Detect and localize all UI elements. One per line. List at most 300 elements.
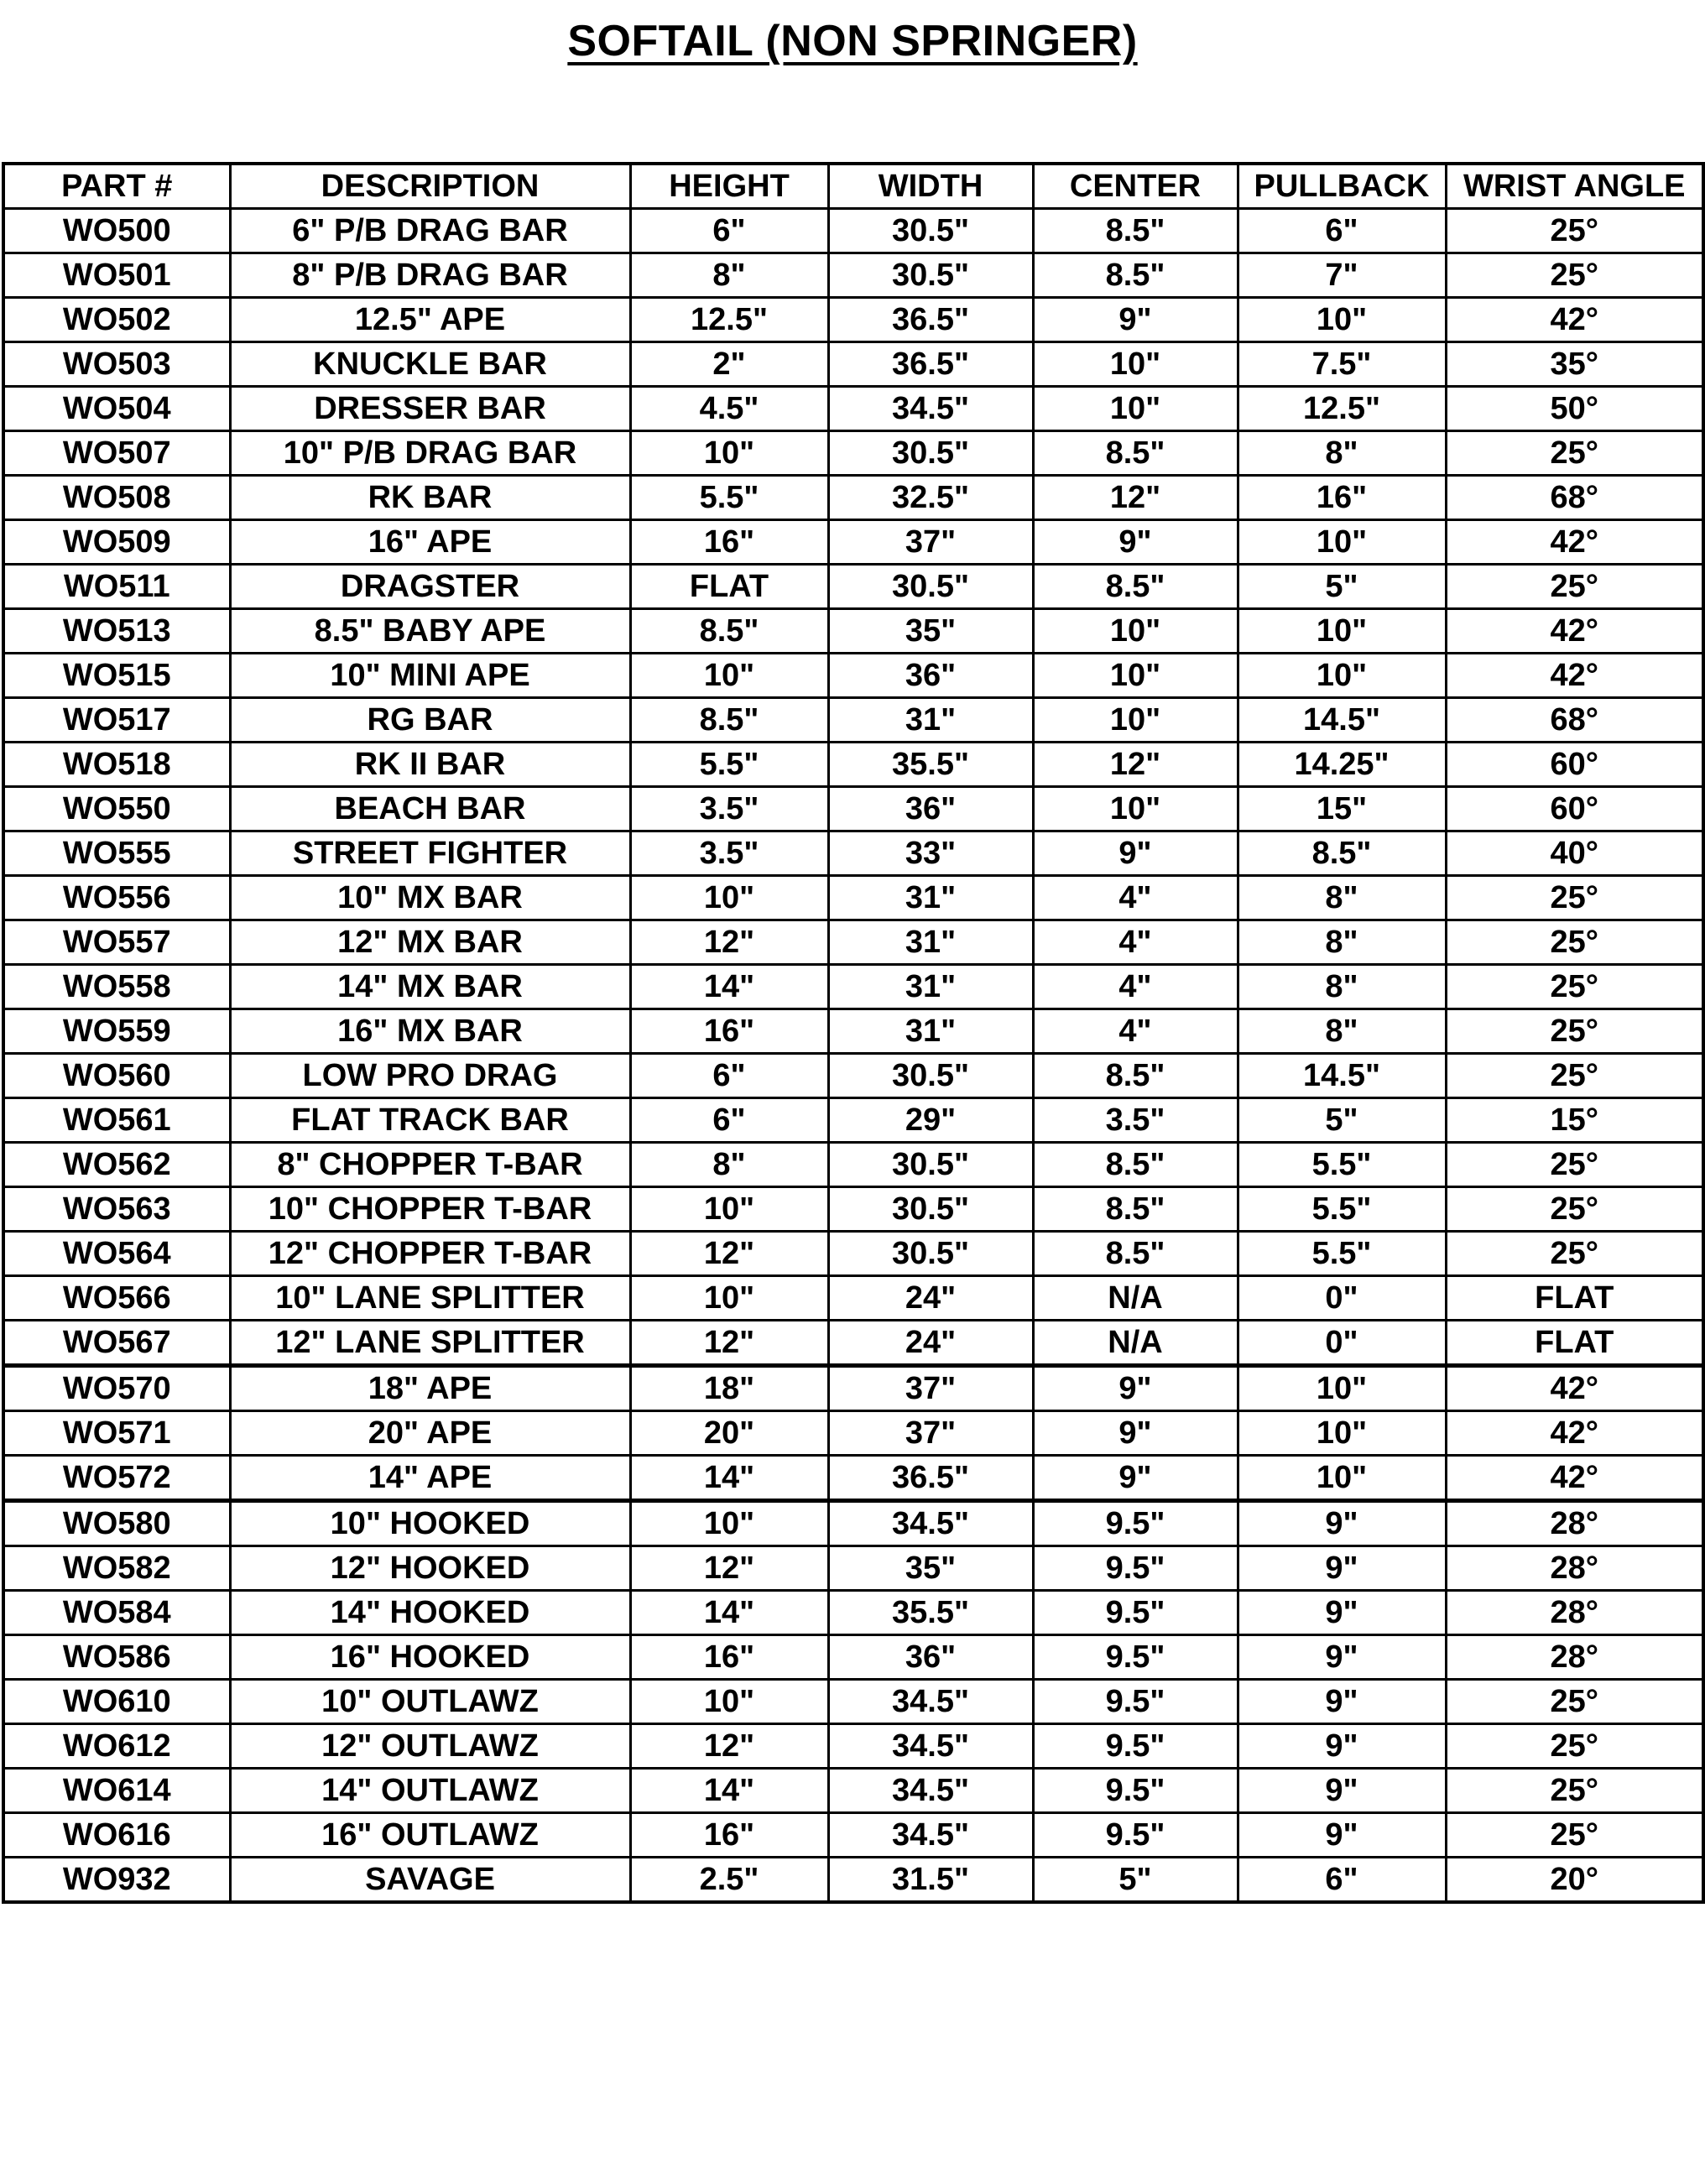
cell-description: RK II BAR	[230, 743, 630, 787]
cell-pullback: 16"	[1238, 476, 1446, 520]
cell-width: 36"	[828, 654, 1033, 698]
cell-pullback: 14.25"	[1238, 743, 1446, 787]
table-row	[3, 253, 1703, 298]
cell-width: 34.5"	[828, 1724, 1033, 1769]
table-row	[3, 298, 1703, 342]
cell-wrist-angle: 42°	[1446, 1456, 1703, 1501]
cell-part-number: WO586	[3, 1635, 230, 1680]
cell-part-number: WO564	[3, 1232, 230, 1276]
cell-center: 8.5"	[1033, 209, 1238, 253]
table-row	[3, 520, 1703, 565]
cell-pullback: 7.5"	[1238, 342, 1446, 387]
cell-part-number: WO515	[3, 654, 230, 698]
cell-height: 3.5"	[630, 787, 828, 831]
cell-description: DRAGSTER	[230, 565, 630, 609]
cell-description: LOW PRO DRAG	[230, 1054, 630, 1098]
cell-width: 35"	[828, 609, 1033, 654]
cell-width: 30.5"	[828, 565, 1033, 609]
cell-pullback: 14.5"	[1238, 1054, 1446, 1098]
table-row	[3, 1680, 1703, 1724]
cell-description: FLAT TRACK BAR	[230, 1098, 630, 1143]
cell-part-number: WO500	[3, 209, 230, 253]
cell-pullback: 9"	[1238, 1501, 1446, 1546]
cell-part-number: WO563	[3, 1187, 230, 1232]
cell-center: 9.5"	[1033, 1546, 1238, 1591]
cell-height: 14"	[630, 965, 828, 1009]
cell-wrist-angle: 42°	[1446, 1366, 1703, 1411]
cell-width: 35"	[828, 1546, 1033, 1591]
cell-height: 12"	[630, 1321, 828, 1366]
cell-part-number: WO614	[3, 1769, 230, 1813]
cell-height: 5.5"	[630, 476, 828, 520]
cell-part-number: WO504	[3, 387, 230, 431]
cell-wrist-angle: FLAT	[1446, 1321, 1703, 1366]
cell-height: 10"	[630, 1187, 828, 1232]
cell-wrist-angle: 25°	[1446, 1187, 1703, 1232]
header-pullback: PULLBACK	[1238, 164, 1446, 209]
cell-part-number: WO561	[3, 1098, 230, 1143]
cell-width: 36"	[828, 787, 1033, 831]
cell-height: 10"	[630, 654, 828, 698]
cell-description: SAVAGE	[230, 1858, 630, 1903]
cell-height: 4.5"	[630, 387, 828, 431]
cell-wrist-angle: 40°	[1446, 831, 1703, 876]
cell-part-number: WO511	[3, 565, 230, 609]
cell-center: 10"	[1033, 698, 1238, 743]
table-row	[3, 787, 1703, 831]
cell-center: 9.5"	[1033, 1635, 1238, 1680]
cell-part-number: WO567	[3, 1321, 230, 1366]
header-width: WIDTH	[828, 164, 1033, 209]
cell-pullback: 6"	[1238, 1858, 1446, 1903]
cell-pullback: 9"	[1238, 1813, 1446, 1858]
cell-part-number: WO508	[3, 476, 230, 520]
table-row	[3, 209, 1703, 253]
cell-height: 12.5"	[630, 298, 828, 342]
cell-description: 12" CHOPPER T-BAR	[230, 1232, 630, 1276]
cell-wrist-angle: 25°	[1446, 965, 1703, 1009]
cell-description: STREET FIGHTER	[230, 831, 630, 876]
cell-width: 37"	[828, 1366, 1033, 1411]
cell-description: 16" HOOKED	[230, 1635, 630, 1680]
table-row	[3, 1009, 1703, 1054]
table-row	[3, 1501, 1703, 1546]
table-row	[3, 743, 1703, 787]
cell-part-number: WO509	[3, 520, 230, 565]
cell-center: 9"	[1033, 1456, 1238, 1501]
cell-center: 12"	[1033, 743, 1238, 787]
cell-width: 30.5"	[828, 1232, 1033, 1276]
cell-center: 4"	[1033, 965, 1238, 1009]
cell-part-number: WO513	[3, 609, 230, 654]
cell-part-number: WO571	[3, 1411, 230, 1456]
cell-pullback: 10"	[1238, 654, 1446, 698]
cell-part-number: WO566	[3, 1276, 230, 1321]
cell-description: 14" HOOKED	[230, 1591, 630, 1635]
header-part-number: PART #	[3, 164, 230, 209]
cell-wrist-angle: 25°	[1446, 1680, 1703, 1724]
cell-width: 31"	[828, 876, 1033, 920]
cell-width: 24"	[828, 1276, 1033, 1321]
table-row	[3, 1366, 1703, 1411]
cell-pullback: 14.5"	[1238, 698, 1446, 743]
cell-part-number: WO560	[3, 1054, 230, 1098]
cell-description: 10" MX BAR	[230, 876, 630, 920]
cell-wrist-angle: 28°	[1446, 1501, 1703, 1546]
cell-description: 14" APE	[230, 1456, 630, 1501]
cell-pullback: 8"	[1238, 1009, 1446, 1054]
cell-center: 9.5"	[1033, 1591, 1238, 1635]
table-row	[3, 1546, 1703, 1591]
cell-height: 10"	[630, 431, 828, 476]
table-row	[3, 965, 1703, 1009]
table-row	[3, 1276, 1703, 1321]
cell-width: 36.5"	[828, 298, 1033, 342]
cell-width: 37"	[828, 1411, 1033, 1456]
cell-width: 30.5"	[828, 1143, 1033, 1187]
cell-width: 31"	[828, 1009, 1033, 1054]
cell-part-number: WO518	[3, 743, 230, 787]
cell-wrist-angle: 25°	[1446, 253, 1703, 298]
cell-width: 37"	[828, 520, 1033, 565]
cell-description: 10" P/B DRAG BAR	[230, 431, 630, 476]
cell-center: N/A	[1033, 1276, 1238, 1321]
cell-pullback: 9"	[1238, 1591, 1446, 1635]
table-row	[3, 1054, 1703, 1098]
cell-description: DRESSER BAR	[230, 387, 630, 431]
cell-height: 10"	[630, 1276, 828, 1321]
cell-height: 8.5"	[630, 698, 828, 743]
cell-wrist-angle: 25°	[1446, 565, 1703, 609]
cell-height: 8.5"	[630, 609, 828, 654]
cell-height: 8"	[630, 253, 828, 298]
page-title-text: SOFTAIL (NON SPRINGER)	[567, 17, 1138, 65]
cell-height: 14"	[630, 1456, 828, 1501]
cell-wrist-angle: 42°	[1446, 609, 1703, 654]
cell-height: 20"	[630, 1411, 828, 1456]
cell-pullback: 8"	[1238, 965, 1446, 1009]
cell-wrist-angle: 25°	[1446, 1143, 1703, 1187]
cell-height: 16"	[630, 520, 828, 565]
table-body	[3, 209, 1703, 1903]
cell-pullback: 10"	[1238, 609, 1446, 654]
header-wrist-angle: WRIST ANGLE	[1446, 164, 1703, 209]
cell-wrist-angle: 20°	[1446, 1858, 1703, 1903]
cell-height: 2.5"	[630, 1858, 828, 1903]
cell-center: 8.5"	[1033, 1054, 1238, 1098]
cell-width: 34.5"	[828, 1769, 1033, 1813]
cell-wrist-angle: 35°	[1446, 342, 1703, 387]
cell-pullback: 0"	[1238, 1276, 1446, 1321]
table-row	[3, 1769, 1703, 1813]
cell-part-number: WO558	[3, 965, 230, 1009]
cell-wrist-angle: 60°	[1446, 743, 1703, 787]
cell-width: 36.5"	[828, 342, 1033, 387]
table-row	[3, 342, 1703, 387]
cell-pullback: 8"	[1238, 876, 1446, 920]
cell-height: 12"	[630, 1232, 828, 1276]
cell-wrist-angle: 25°	[1446, 1813, 1703, 1858]
cell-height: 3.5"	[630, 831, 828, 876]
cell-center: 9"	[1033, 298, 1238, 342]
table-row	[3, 476, 1703, 520]
cell-center: 12"	[1033, 476, 1238, 520]
cell-description: 12.5" APE	[230, 298, 630, 342]
table-row	[3, 654, 1703, 698]
table-row	[3, 1098, 1703, 1143]
cell-wrist-angle: 42°	[1446, 654, 1703, 698]
cell-center: 9.5"	[1033, 1813, 1238, 1858]
header-description: DESCRIPTION	[230, 164, 630, 209]
cell-height: 16"	[630, 1635, 828, 1680]
cell-center: 10"	[1033, 609, 1238, 654]
cell-pullback: 5"	[1238, 1098, 1446, 1143]
cell-height: 16"	[630, 1813, 828, 1858]
cell-height: FLAT	[630, 565, 828, 609]
cell-part-number: WO616	[3, 1813, 230, 1858]
cell-description: 8.5" BABY APE	[230, 609, 630, 654]
cell-wrist-angle: 42°	[1446, 520, 1703, 565]
cell-center: 8.5"	[1033, 431, 1238, 476]
cell-width: 36"	[828, 1635, 1033, 1680]
cell-height: 10"	[630, 1680, 828, 1724]
cell-description: 10" LANE SPLITTER	[230, 1276, 630, 1321]
table-row	[3, 1187, 1703, 1232]
table-row	[3, 1456, 1703, 1501]
cell-pullback: 0"	[1238, 1321, 1446, 1366]
cell-description: 10" CHOPPER T-BAR	[230, 1187, 630, 1232]
cell-center: 4"	[1033, 1009, 1238, 1054]
cell-center: 9"	[1033, 831, 1238, 876]
table-header-row	[3, 164, 1703, 209]
cell-wrist-angle: 25°	[1446, 1054, 1703, 1098]
cell-pullback: 15"	[1238, 787, 1446, 831]
cell-pullback: 12.5"	[1238, 387, 1446, 431]
cell-description: 12" LANE SPLITTER	[230, 1321, 630, 1366]
cell-center: 9"	[1033, 520, 1238, 565]
cell-wrist-angle: 25°	[1446, 876, 1703, 920]
cell-description: 10" HOOKED	[230, 1501, 630, 1546]
cell-part-number: WO584	[3, 1591, 230, 1635]
cell-width: 31"	[828, 965, 1033, 1009]
cell-part-number: WO555	[3, 831, 230, 876]
table-row	[3, 609, 1703, 654]
header-height: HEIGHT	[630, 164, 828, 209]
cell-description: 8" CHOPPER T-BAR	[230, 1143, 630, 1187]
cell-part-number: WO556	[3, 876, 230, 920]
cell-center: 9.5"	[1033, 1501, 1238, 1546]
cell-wrist-angle: 28°	[1446, 1635, 1703, 1680]
cell-center: 8.5"	[1033, 253, 1238, 298]
cell-wrist-angle: 25°	[1446, 920, 1703, 965]
cell-height: 18"	[630, 1366, 828, 1411]
cell-part-number: WO502	[3, 298, 230, 342]
cell-pullback: 10"	[1238, 1456, 1446, 1501]
cell-wrist-angle: 25°	[1446, 209, 1703, 253]
table-row	[3, 876, 1703, 920]
cell-part-number: WO501	[3, 253, 230, 298]
cell-width: 34.5"	[828, 387, 1033, 431]
cell-height: 8"	[630, 1143, 828, 1187]
cell-pullback: 8.5"	[1238, 831, 1446, 876]
cell-width: 33"	[828, 831, 1033, 876]
cell-description: 14" OUTLAWZ	[230, 1769, 630, 1813]
cell-description: 10" OUTLAWZ	[230, 1680, 630, 1724]
cell-wrist-angle: 25°	[1446, 1724, 1703, 1769]
table-row	[3, 1813, 1703, 1858]
cell-wrist-angle: 42°	[1446, 1411, 1703, 1456]
cell-width: 30.5"	[828, 1187, 1033, 1232]
cell-pullback: 7"	[1238, 253, 1446, 298]
cell-part-number: WO562	[3, 1143, 230, 1187]
cell-pullback: 10"	[1238, 1411, 1446, 1456]
table-row	[3, 387, 1703, 431]
cell-height: 6"	[630, 209, 828, 253]
cell-height: 5.5"	[630, 743, 828, 787]
cell-wrist-angle: 25°	[1446, 431, 1703, 476]
cell-center: 4"	[1033, 876, 1238, 920]
cell-width: 34.5"	[828, 1680, 1033, 1724]
cell-height: 14"	[630, 1769, 828, 1813]
cell-center: 4"	[1033, 920, 1238, 965]
cell-wrist-angle: 25°	[1446, 1769, 1703, 1813]
cell-wrist-angle: FLAT	[1446, 1276, 1703, 1321]
cell-height: 10"	[630, 876, 828, 920]
cell-pullback: 8"	[1238, 920, 1446, 965]
table-row	[3, 698, 1703, 743]
cell-pullback: 8"	[1238, 431, 1446, 476]
table-row	[3, 1143, 1703, 1187]
cell-part-number: WO610	[3, 1680, 230, 1724]
table-row	[3, 1321, 1703, 1366]
table-row	[3, 1724, 1703, 1769]
cell-height: 12"	[630, 1724, 828, 1769]
cell-width: 30.5"	[828, 253, 1033, 298]
cell-pullback: 9"	[1238, 1769, 1446, 1813]
cell-center: 10"	[1033, 387, 1238, 431]
cell-description: 8" P/B DRAG BAR	[230, 253, 630, 298]
cell-part-number: WO580	[3, 1501, 230, 1546]
cell-height: 12"	[630, 920, 828, 965]
cell-part-number: WO572	[3, 1456, 230, 1501]
cell-description: 6" P/B DRAG BAR	[230, 209, 630, 253]
cell-center: 8.5"	[1033, 565, 1238, 609]
cell-width: 34.5"	[828, 1501, 1033, 1546]
cell-height: 2"	[630, 342, 828, 387]
cell-height: 14"	[630, 1591, 828, 1635]
cell-wrist-angle: 42°	[1446, 298, 1703, 342]
cell-description: 20" APE	[230, 1411, 630, 1456]
cell-description: RG BAR	[230, 698, 630, 743]
cell-width: 29"	[828, 1098, 1033, 1143]
cell-part-number: WO550	[3, 787, 230, 831]
cell-wrist-angle: 25°	[1446, 1009, 1703, 1054]
cell-center: 9.5"	[1033, 1724, 1238, 1769]
handlebar-spec-table	[2, 162, 1705, 1904]
cell-center: 9.5"	[1033, 1680, 1238, 1724]
cell-part-number: WO559	[3, 1009, 230, 1054]
cell-center: 8.5"	[1033, 1232, 1238, 1276]
cell-pullback: 9"	[1238, 1724, 1446, 1769]
cell-pullback: 5"	[1238, 565, 1446, 609]
cell-part-number: WO582	[3, 1546, 230, 1591]
cell-height: 12"	[630, 1546, 828, 1591]
table-row	[3, 1635, 1703, 1680]
cell-pullback: 10"	[1238, 520, 1446, 565]
cell-width: 31.5"	[828, 1858, 1033, 1903]
cell-width: 31"	[828, 920, 1033, 965]
cell-description: BEACH BAR	[230, 787, 630, 831]
cell-width: 30.5"	[828, 1054, 1033, 1098]
cell-description: 16" MX BAR	[230, 1009, 630, 1054]
cell-height: 16"	[630, 1009, 828, 1054]
cell-wrist-angle: 68°	[1446, 476, 1703, 520]
table-row	[3, 1232, 1703, 1276]
cell-wrist-angle: 60°	[1446, 787, 1703, 831]
cell-description: 10" MINI APE	[230, 654, 630, 698]
cell-center: 3.5"	[1033, 1098, 1238, 1143]
cell-width: 35.5"	[828, 743, 1033, 787]
cell-width: 36.5"	[828, 1456, 1033, 1501]
cell-wrist-angle: 68°	[1446, 698, 1703, 743]
cell-part-number: WO612	[3, 1724, 230, 1769]
cell-pullback: 5.5"	[1238, 1187, 1446, 1232]
cell-description: 12" HOOKED	[230, 1546, 630, 1591]
cell-width: 35.5"	[828, 1591, 1033, 1635]
table-row	[3, 565, 1703, 609]
cell-description: 12" OUTLAWZ	[230, 1724, 630, 1769]
cell-pullback: 10"	[1238, 1366, 1446, 1411]
cell-pullback: 9"	[1238, 1546, 1446, 1591]
cell-width: 31"	[828, 698, 1033, 743]
table-row	[3, 1858, 1703, 1903]
cell-center: 10"	[1033, 342, 1238, 387]
cell-part-number: WO507	[3, 431, 230, 476]
cell-width: 30.5"	[828, 431, 1033, 476]
cell-pullback: 9"	[1238, 1635, 1446, 1680]
cell-pullback: 10"	[1238, 298, 1446, 342]
cell-center: 10"	[1033, 787, 1238, 831]
cell-center: 8.5"	[1033, 1187, 1238, 1232]
cell-pullback: 6"	[1238, 209, 1446, 253]
cell-height: 6"	[630, 1098, 828, 1143]
cell-width: 24"	[828, 1321, 1033, 1366]
table-row	[3, 1411, 1703, 1456]
cell-center: 9"	[1033, 1366, 1238, 1411]
cell-pullback: 5.5"	[1238, 1143, 1446, 1187]
cell-description: KNUCKLE BAR	[230, 342, 630, 387]
table-row	[3, 831, 1703, 876]
header-center: CENTER	[1033, 164, 1238, 209]
cell-wrist-angle: 28°	[1446, 1546, 1703, 1591]
cell-description: 16" OUTLAWZ	[230, 1813, 630, 1858]
cell-width: 34.5"	[828, 1813, 1033, 1858]
cell-center: 5"	[1033, 1858, 1238, 1903]
cell-description: 16" APE	[230, 520, 630, 565]
cell-center: N/A	[1033, 1321, 1238, 1366]
cell-description: RK BAR	[230, 476, 630, 520]
page-title	[0, 12, 1705, 70]
cell-width: 32.5"	[828, 476, 1033, 520]
table-row	[3, 431, 1703, 476]
cell-description: 18" APE	[230, 1366, 630, 1411]
table-row	[3, 1591, 1703, 1635]
cell-height: 6"	[630, 1054, 828, 1098]
cell-center: 8.5"	[1033, 1143, 1238, 1187]
cell-part-number: WO570	[3, 1366, 230, 1411]
cell-width: 30.5"	[828, 209, 1033, 253]
cell-pullback: 9"	[1238, 1680, 1446, 1724]
